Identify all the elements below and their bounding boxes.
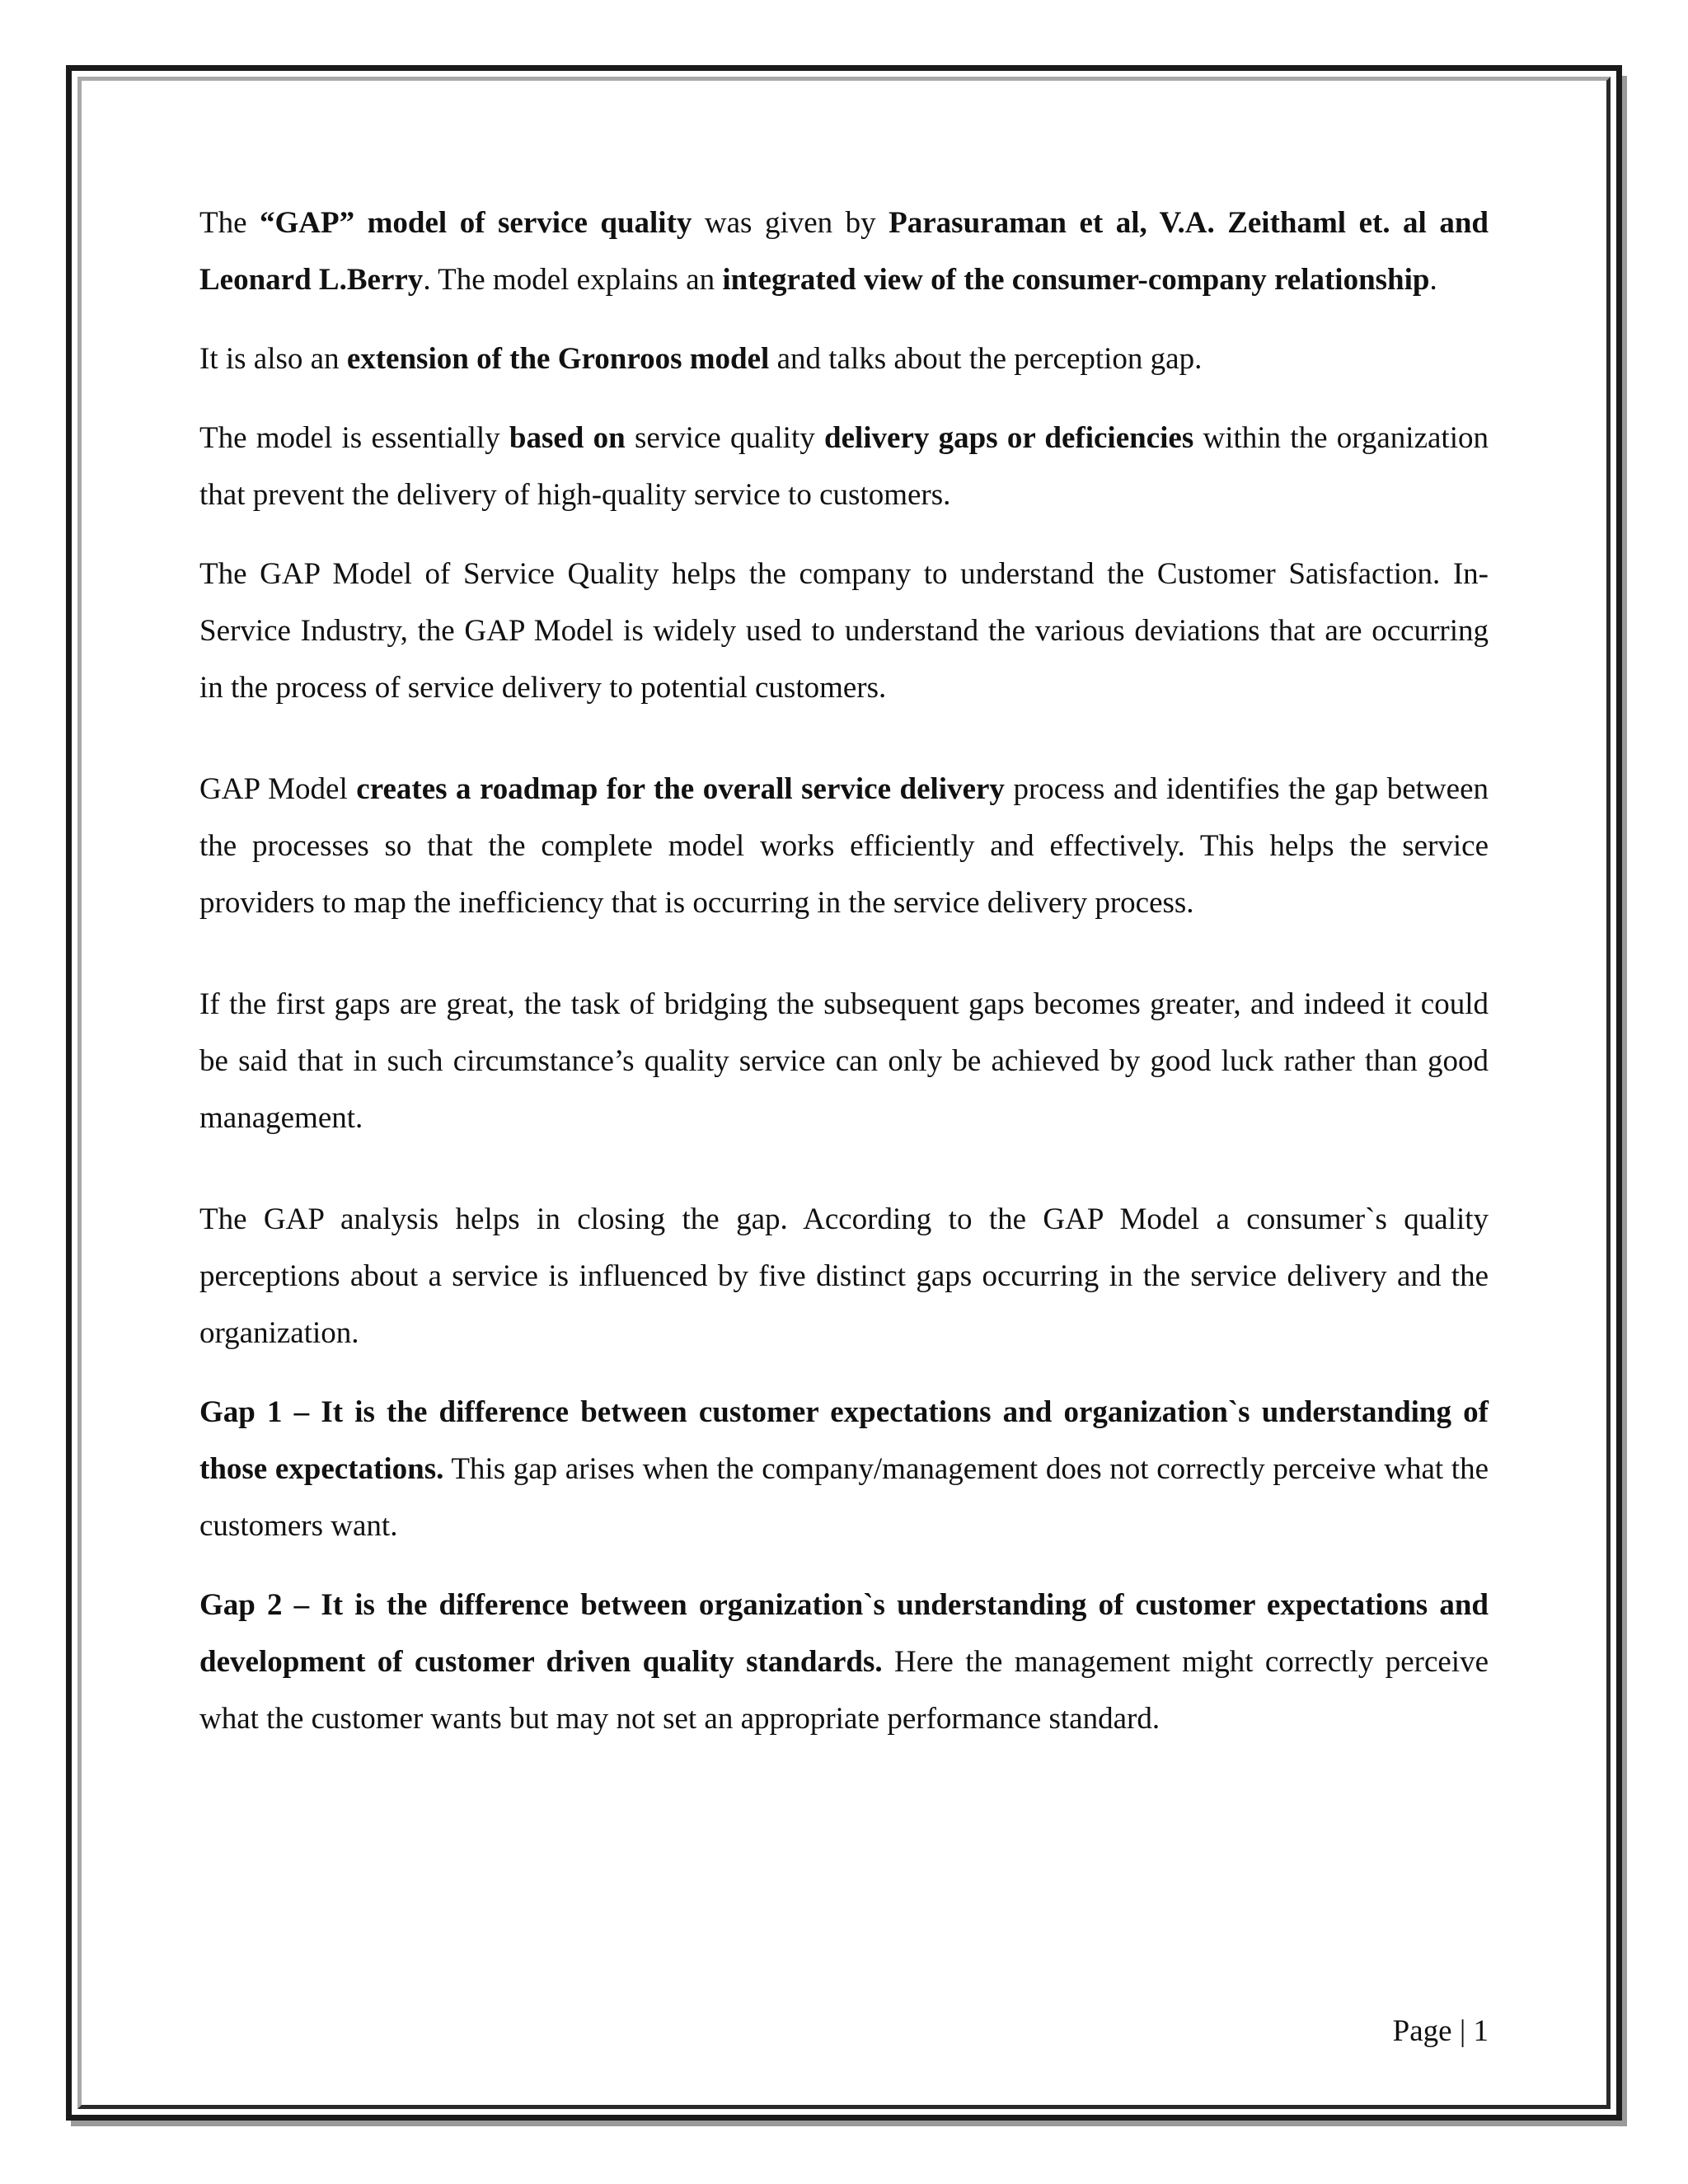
paragraph bbox=[199, 1577, 1489, 1747]
bold-text: delivery gaps or deficiencies bbox=[824, 421, 1194, 455]
text-run: The bbox=[199, 206, 260, 240]
text-run: . bbox=[1429, 263, 1437, 297]
bold-text: extension of the Gronroos model bbox=[346, 342, 770, 376]
bold-text: Gap 2 – It is the difference between organization`s understanding of customer expectations and development of customer driven quality standards. bbox=[199, 1588, 1489, 1679]
text-run: This gap arises when the company/management does not correctly perceive what the customers want. bbox=[199, 1452, 1489, 1543]
text-run: If the first gaps are great, the task of bridging the subsequent gaps becomes greater, and indeed it could be said that in such circumstance’s quality service can only be achieved by good luck rather than good management. bbox=[199, 987, 1489, 1135]
text-run: The GAP Model of Service Quality helps the company to understand the Customer Satisfaction. In-Service Industry, the GAP Model is widely used to understand the various deviations that are occurring in the process of service delivery to potential customers. bbox=[199, 557, 1489, 705]
paragraph bbox=[199, 194, 1489, 308]
bold-text: Parasuraman et al, V.A. Zeithaml et. al and Leonard L.Berry bbox=[199, 206, 1489, 297]
paragraph bbox=[199, 1384, 1489, 1554]
bold-text: “GAP” model of service quality bbox=[260, 206, 692, 240]
text-run: Here the management might correctly perceive what the customer wants but may not set an appropriate performance standard. bbox=[199, 1645, 1489, 1736]
paragraph bbox=[199, 976, 1489, 1146]
bold-text: creates a roadmap for the overall service delivery bbox=[356, 772, 1005, 806]
paragraph bbox=[199, 1191, 1489, 1361]
text-run: GAP Model bbox=[199, 772, 357, 806]
text-run: within the organization that prevent the delivery of high-quality service to customers. bbox=[199, 421, 1489, 512]
paragraph bbox=[199, 546, 1489, 716]
text-run: process and identifies the gap between the processes so that the complete model works efficiently and effectively. This helps the service providers to map the inefficiency that is occurring in the service delivery process. bbox=[199, 772, 1489, 920]
text-run: service quality bbox=[625, 421, 824, 455]
page-number: Page | 1 bbox=[1392, 2014, 1489, 2048]
text-run: It is also an bbox=[199, 342, 347, 376]
text-run: . The model explains an bbox=[423, 263, 723, 297]
text-run: The model is essentially bbox=[199, 421, 509, 455]
text-run: was given by bbox=[692, 206, 889, 240]
text-run: The GAP analysis helps in closing the gap. According to the GAP Model a consumer`s quality perceptions about a service is influenced by five distinct gaps occurring in the service delivery and the organization. bbox=[199, 1202, 1489, 1350]
bold-text: integrated view of the consumer-company relationship bbox=[722, 263, 1430, 297]
bold-text: based on bbox=[509, 421, 626, 455]
paragraph bbox=[199, 330, 1489, 387]
paragraph bbox=[199, 410, 1489, 523]
text-run: and talks about the perception gap. bbox=[769, 342, 1203, 376]
document-body bbox=[199, 194, 1489, 1747]
paragraph bbox=[199, 761, 1489, 931]
bold-text: Gap 1 – It is the difference between customer expectations and organization`s understanding of those expectations. bbox=[199, 1395, 1489, 1486]
